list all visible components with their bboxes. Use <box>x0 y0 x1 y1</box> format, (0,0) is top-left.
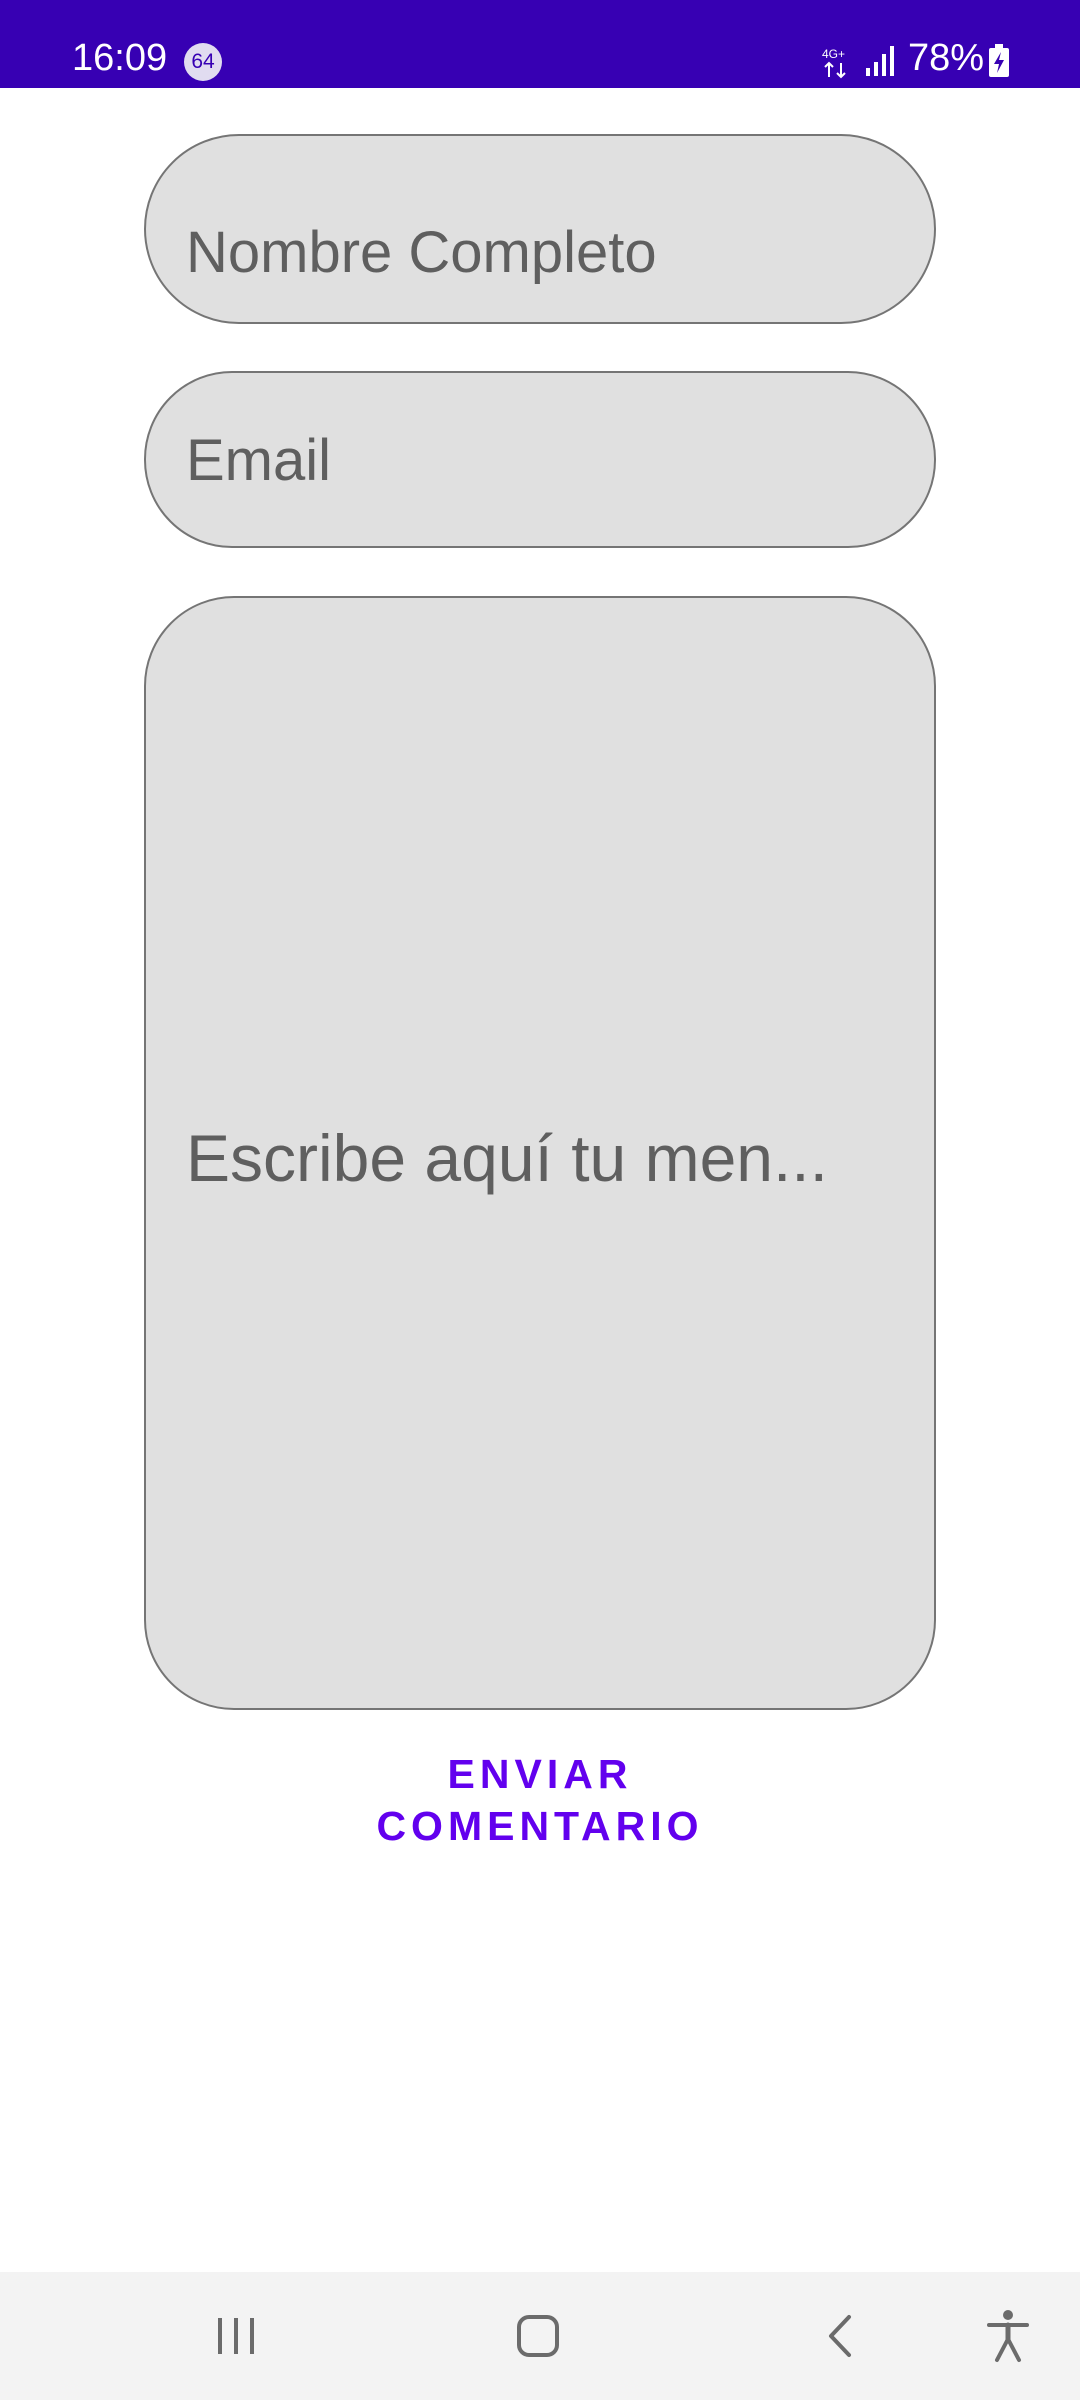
home-icon <box>515 2313 561 2359</box>
back-button[interactable] <box>780 2272 900 2400</box>
accessibility-button[interactable] <box>946 2272 1070 2400</box>
email-placeholder: Email <box>186 428 332 493</box>
network-4g-plus-icon <box>820 46 854 80</box>
back-icon <box>823 2313 857 2359</box>
navigation-bar <box>0 2272 1080 2400</box>
battery-charging-icon <box>988 44 1010 78</box>
accessibility-icon <box>986 2309 1030 2363</box>
submit-label-line2: COMENTARIO <box>376 1803 704 1849</box>
notification-count-badge: 64 <box>184 43 222 81</box>
submit-label-line1: ENVIAR <box>447 1751 633 1797</box>
battery-percent: 78% <box>908 37 985 79</box>
home-button[interactable] <box>478 2272 598 2400</box>
svg-text:4G+: 4G+ <box>822 47 846 61</box>
email-input[interactable] <box>144 371 936 548</box>
status-bar <box>0 0 1080 88</box>
full-name-input[interactable] <box>144 134 936 324</box>
signal-strength-icon <box>864 44 898 76</box>
message-textarea[interactable] <box>144 596 936 1710</box>
full-name-placeholder: Nombre Completo <box>186 220 657 285</box>
status-time: 16:09 <box>72 37 168 79</box>
submit-comment-button[interactable] <box>340 1748 740 1852</box>
recent-apps-icon <box>214 2316 258 2356</box>
message-placeholder: Escribe aquí tu men... <box>186 1121 828 1195</box>
recent-apps-button[interactable] <box>176 2272 296 2400</box>
